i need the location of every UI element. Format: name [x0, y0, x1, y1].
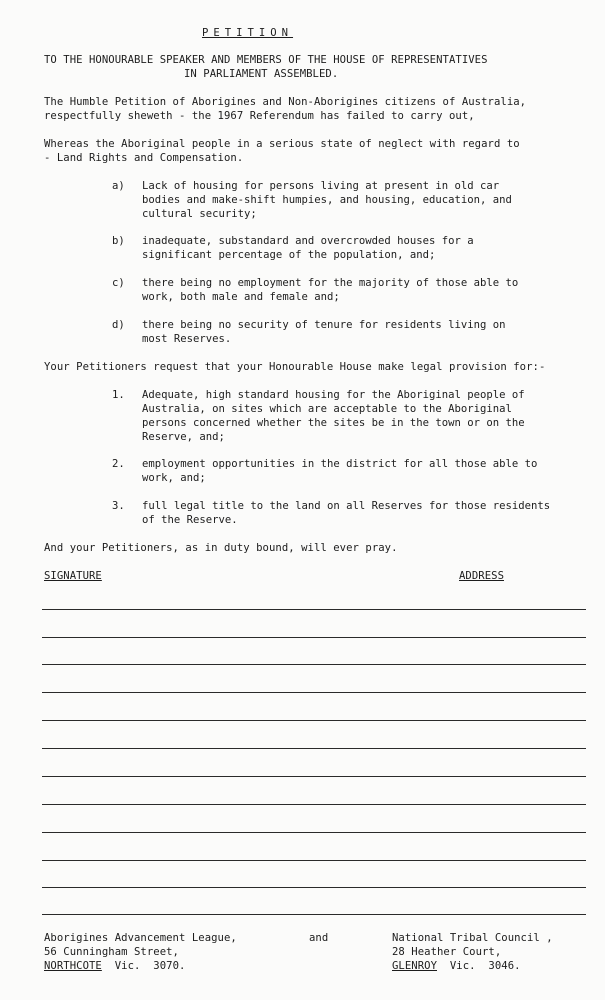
closing-line: And your Petitioners, as in duty bound, will ever pray.: [44, 542, 398, 554]
footer-right-city-line: [392, 959, 521, 973]
grievance-text: inadequate, substandard and overcrowded houses for a significant percentage of the population, and;: [142, 235, 474, 261]
signature-line[interactable]: [42, 804, 586, 805]
grievance-marker: b): [112, 235, 125, 247]
signature-line[interactable]: [42, 637, 586, 638]
intro-line-2: respectfully sheweth - the 1967 Referendum has failed to carry out,: [44, 110, 475, 122]
signature-line[interactable]: [42, 832, 586, 833]
footer-divider: [42, 914, 586, 915]
grievance-text: Lack of housing for persons living at present in old car bodies and make-shift humpies, and housing, education, and cultural security;: [142, 180, 512, 220]
footer-and: and: [309, 932, 329, 944]
request-text: full legal title to the land on all Reserves for those residents of the Reserve.: [142, 500, 551, 526]
grievance-marker: c): [112, 277, 125, 289]
page-title: PETITION: [202, 27, 294, 39]
whereas-line-2: - Land Rights and Compensation.: [44, 152, 244, 164]
signature-heading: SIGNATURE: [44, 570, 102, 582]
signature-line[interactable]: [42, 692, 586, 693]
footer-right-postcode: Vic. 3046.: [449, 960, 521, 972]
footer-left-postcode: Vic. 3070.: [114, 960, 186, 972]
grievance-marker: d): [112, 319, 125, 331]
footer-right-line-2: 28 Heather Court,: [392, 946, 502, 958]
whereas-line-1: Whereas the Aboriginal people in a serious state of neglect with regard to: [44, 138, 520, 150]
signature-line[interactable]: [42, 720, 586, 721]
grievance-text: there being no security of tenure for residents living on most Reserves.: [142, 319, 506, 345]
footer-left-city-line: [44, 959, 185, 973]
grievance-marker: a): [112, 180, 125, 192]
request-text: Adequate, high standard housing for the Aboriginal people of Australia, on sites which are acceptable to the Aboriginal persons concerned whether the sites be in the town or on the Reserve, and;: [142, 389, 525, 443]
request-intro: Your Petitioners request that your Honourable House make legal provision for:-: [44, 361, 546, 373]
signature-line[interactable]: [42, 748, 586, 749]
request-text: employment opportunities in the district for all those able to work, and;: [142, 458, 538, 484]
footer-right-line-1: National Tribal Council ,: [392, 932, 553, 944]
intro-line-1: The Humble Petition of Aborigines and Non-Aborigines citizens of Australia,: [44, 96, 527, 108]
footer-left-city: NORTHCOTE: [44, 960, 102, 972]
grievance-text: there being no employment for the majority of those able to work, both male and female and;: [142, 277, 519, 303]
signature-line[interactable]: [42, 609, 586, 610]
request-marker: 2.: [112, 458, 125, 470]
addressee-line-1: TO THE HONOURABLE SPEAKER AND MEMBERS OF THE HOUSE OF REPRESENTATIVES: [44, 54, 488, 66]
footer-left-line-1: Aborigines Advancement League,: [44, 932, 237, 944]
address-heading: ADDRESS: [459, 570, 504, 582]
footer-right-city: GLENROY: [392, 960, 437, 972]
signature-line[interactable]: [42, 887, 586, 888]
request-marker: 3.: [112, 500, 125, 512]
addressee-line-2: IN PARLIAMENT ASSEMBLED.: [184, 68, 339, 80]
signature-line[interactable]: [42, 664, 586, 665]
request-marker: 1.: [112, 389, 125, 401]
signature-line[interactable]: [42, 776, 586, 777]
signature-line[interactable]: [42, 860, 586, 861]
footer-left-line-2: 56 Cunningham Street,: [44, 946, 179, 958]
